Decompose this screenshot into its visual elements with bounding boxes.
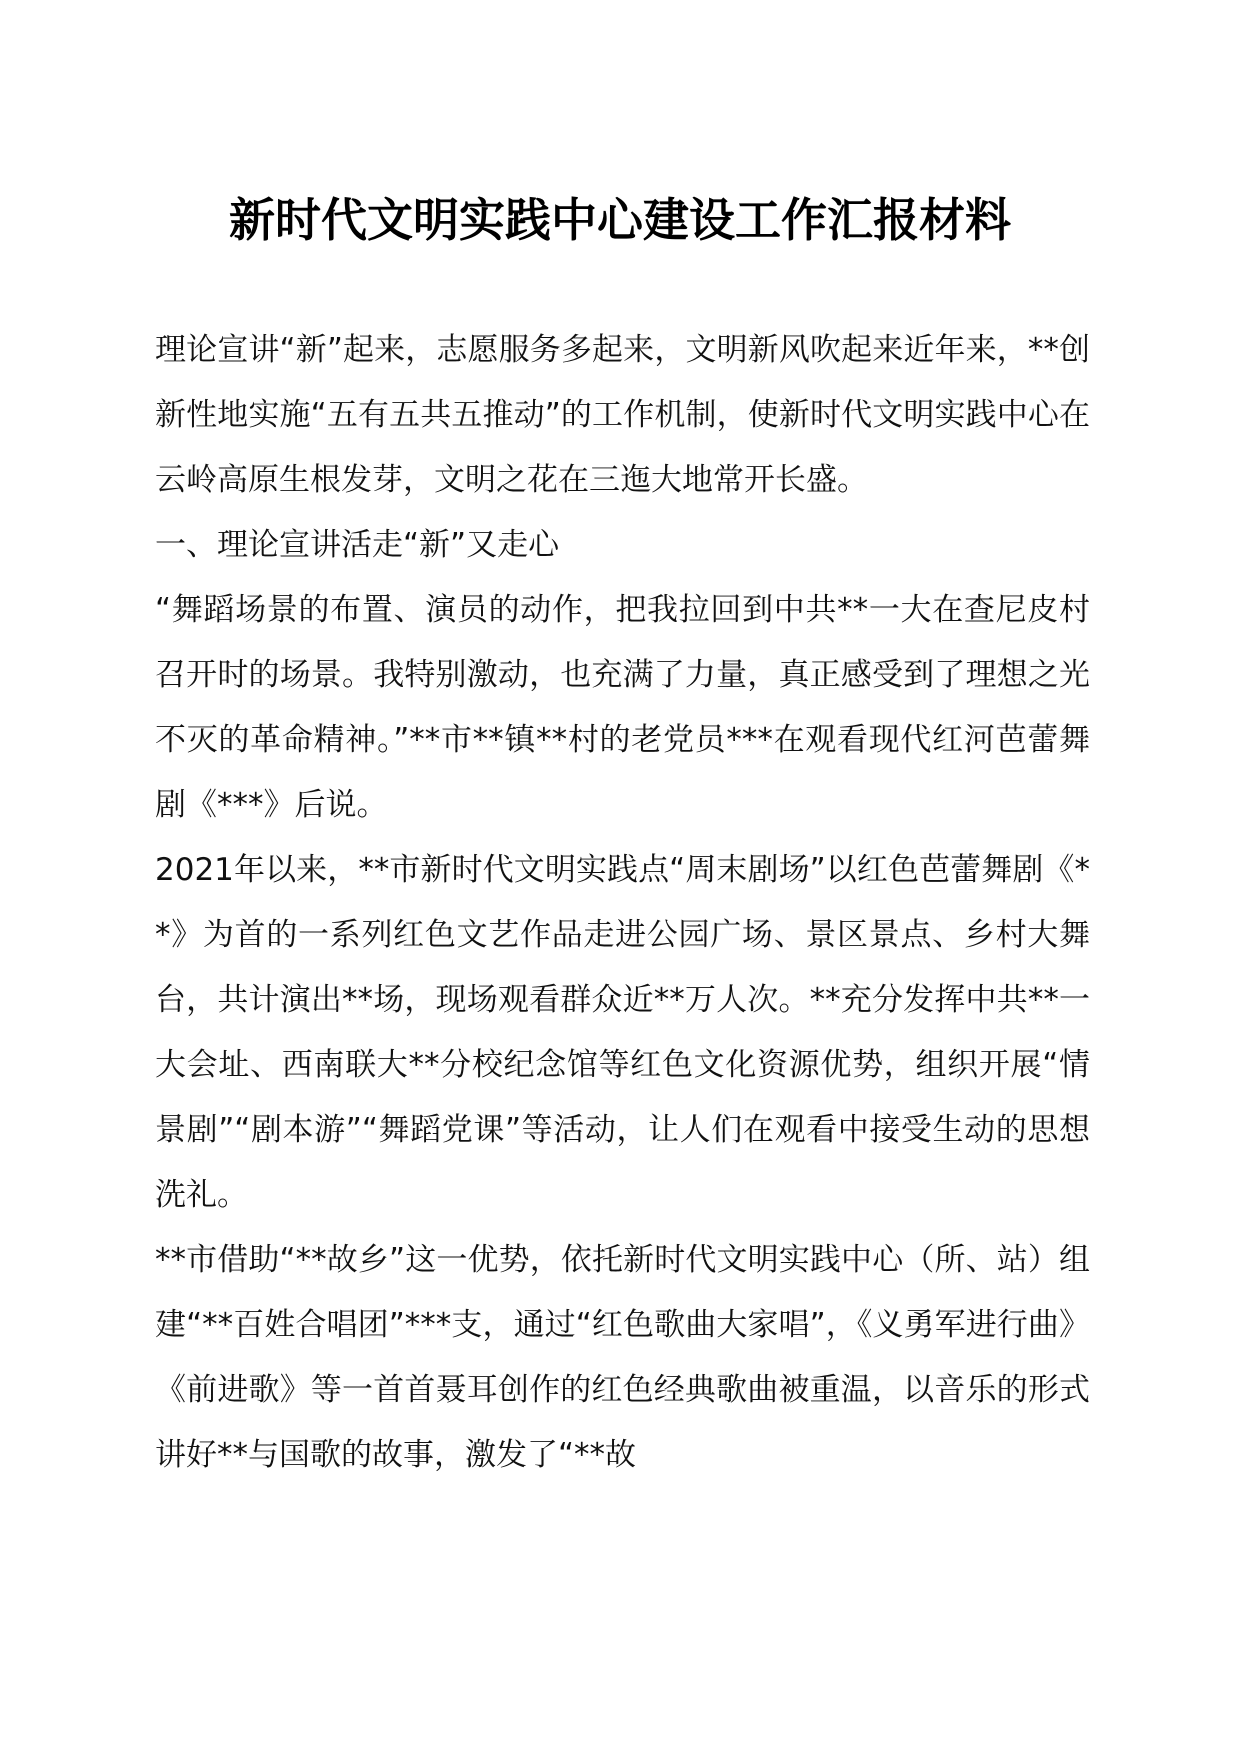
- paragraph-weekend-theater: 2021年以来，**市新时代文明实践点“周末剧场”以红色芭蕾舞剧《**》为首的一系列红色文艺作品走进公园广场、景区景点、乡村大舞台，共计演出**场，现场观看群众近**万人次。**充分发挥中共**一大会址、西南联大**分校纪念馆等红色文化资源优势，组织开展“情景剧”“剧本游”“舞蹈党课”等活动，让人们在观看中接受生动的思想洗礼。: [155, 852, 1090, 1213]
- paragraph-intro: 理论宣讲“新”起来，志愿服务多起来，文明新风吹起来近年来，**创新性地实施“五有五共五推动”的工作机制，使新时代文明实践中心在云岭高原生根发芽，文明之花在三迤大地常开长盛。: [155, 332, 1090, 498]
- section-heading-1: 一、理论宣讲活走“新”又走心: [155, 527, 560, 563]
- paragraph-choir: **市借助“**故乡”这一优势，依托新时代文明实践中心（所、站）组建“**百姓合唱团”***支，通过“红色歌曲大家唱”，《义勇军进行曲》《前进歌》等一首首聂耳创作的红色经典歌曲被重温，以音乐的形式讲好**与国歌的故事，激发了“**故: [155, 1242, 1090, 1473]
- document-title: 新时代文明实践中心建设工作汇报材料: [229, 193, 1011, 247]
- paragraph-quote: “舞蹈场景的布置、演员的动作，把我拉回到中共**一大在查尼皮村召开时的场景。我特别激动，也充满了力量，真正感受到了理想之光不灭的革命精神。”**市**镇**村的老党员***在观看现代红河芭蕾舞剧《***》后说。: [155, 592, 1090, 823]
- document-body: [155, 318, 1090, 1488]
